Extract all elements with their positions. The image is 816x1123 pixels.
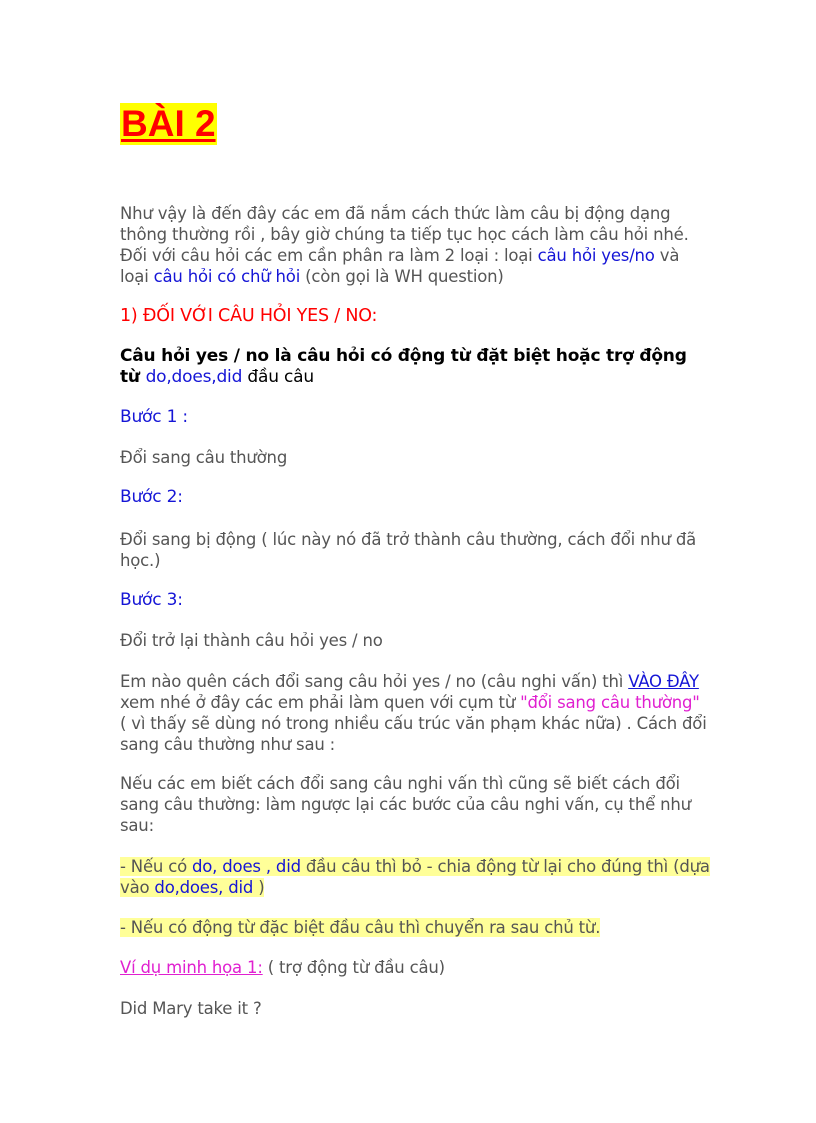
note-text: Em nào quên cách đổi sang câu hỏi yes / no (câu nghi vấn) thì xyxy=(120,672,629,691)
definition-paragraph xyxy=(120,346,710,388)
yesno-term: câu hỏi yes/no xyxy=(537,246,655,265)
highlight-phrase: "đổi sang câu thường" xyxy=(520,693,700,712)
page-title: BÀI 2 xyxy=(121,103,216,144)
aux-verbs: do,does, did xyxy=(154,878,254,897)
example-sentence: Did Mary take it ? xyxy=(120,999,262,1018)
step3-label: Bước 3: xyxy=(120,590,183,610)
rule2-paragraph xyxy=(120,917,710,938)
step1-label: Bước 1 : xyxy=(120,407,188,427)
step2-label: Bước 2: xyxy=(120,487,183,507)
definition-text: Câu hỏi yes / no là câu hỏi có động từ đặt biệt hoặc trợ động từ xyxy=(120,346,687,387)
note-paragraph xyxy=(120,671,710,755)
intro-paragraph xyxy=(120,203,710,287)
rule-text: đầu câu thì bỏ - chia động từ lại cho đúng thì (dựa vào xyxy=(120,857,710,897)
step2-text: Đổi sang bị động ( lúc này nó đã trở thành câu thường, cách đổi như đã học.) xyxy=(120,530,697,570)
intro-text: (còn gọi là WH question) xyxy=(300,267,504,286)
rule1-paragraph xyxy=(120,856,710,898)
note-text: ( vì thấy sẽ dùng nó trong nhiều cấu trúc văn phạm khác nữa) . Cách đổi sang câu thường như sau : xyxy=(120,714,707,754)
vao-day-link[interactable]: VÀO ĐÂY xyxy=(628,672,699,691)
intro-text: và loại xyxy=(120,246,680,286)
wh-term: câu hỏi có chữ hỏi xyxy=(153,267,301,286)
example-note: ( trợ động từ đầu câu) xyxy=(262,958,445,977)
aux-verbs: do, does , did xyxy=(192,857,301,876)
example-label: Ví dụ minh họa 1: xyxy=(120,958,263,977)
step3-text: Đổi trở lại thành câu hỏi yes / no xyxy=(120,631,383,650)
aux-verbs: do,does,did xyxy=(145,367,243,387)
definition-text: đầu câu xyxy=(242,367,314,387)
rule-text: - Nếu có động từ đặc biệt đầu câu thì chuyển ra sau chủ từ. xyxy=(120,918,601,937)
step1-text: Đổi sang câu thường xyxy=(120,448,288,467)
rule-text: ) xyxy=(253,878,265,897)
rule-text: - Nếu có xyxy=(120,857,193,876)
note-text: xem nhé ở đây các em phải làm quen với cụm từ xyxy=(120,693,521,712)
example-heading xyxy=(120,957,710,978)
section-heading-yes-no: 1) ĐỐI VỚI CÂU HỎI YES / NO: xyxy=(120,306,378,326)
explain-paragraph: Nếu các em biết cách đổi sang câu nghi vấn thì cũng sẽ biết cách đổi sang câu thường: làm ngược lại các bước của câu nghi vấn, cụ thể như sau: xyxy=(120,774,691,835)
intro-text: Như vậy là đến đây các em đã nắm cách thức làm câu bị động dạng thông thường rồi , bây giờ chúng ta tiếp tục học cách làm câu hỏi nhé. Đối với câu hỏi các em cần phân ra làm 2 loại : loại xyxy=(120,204,689,265)
